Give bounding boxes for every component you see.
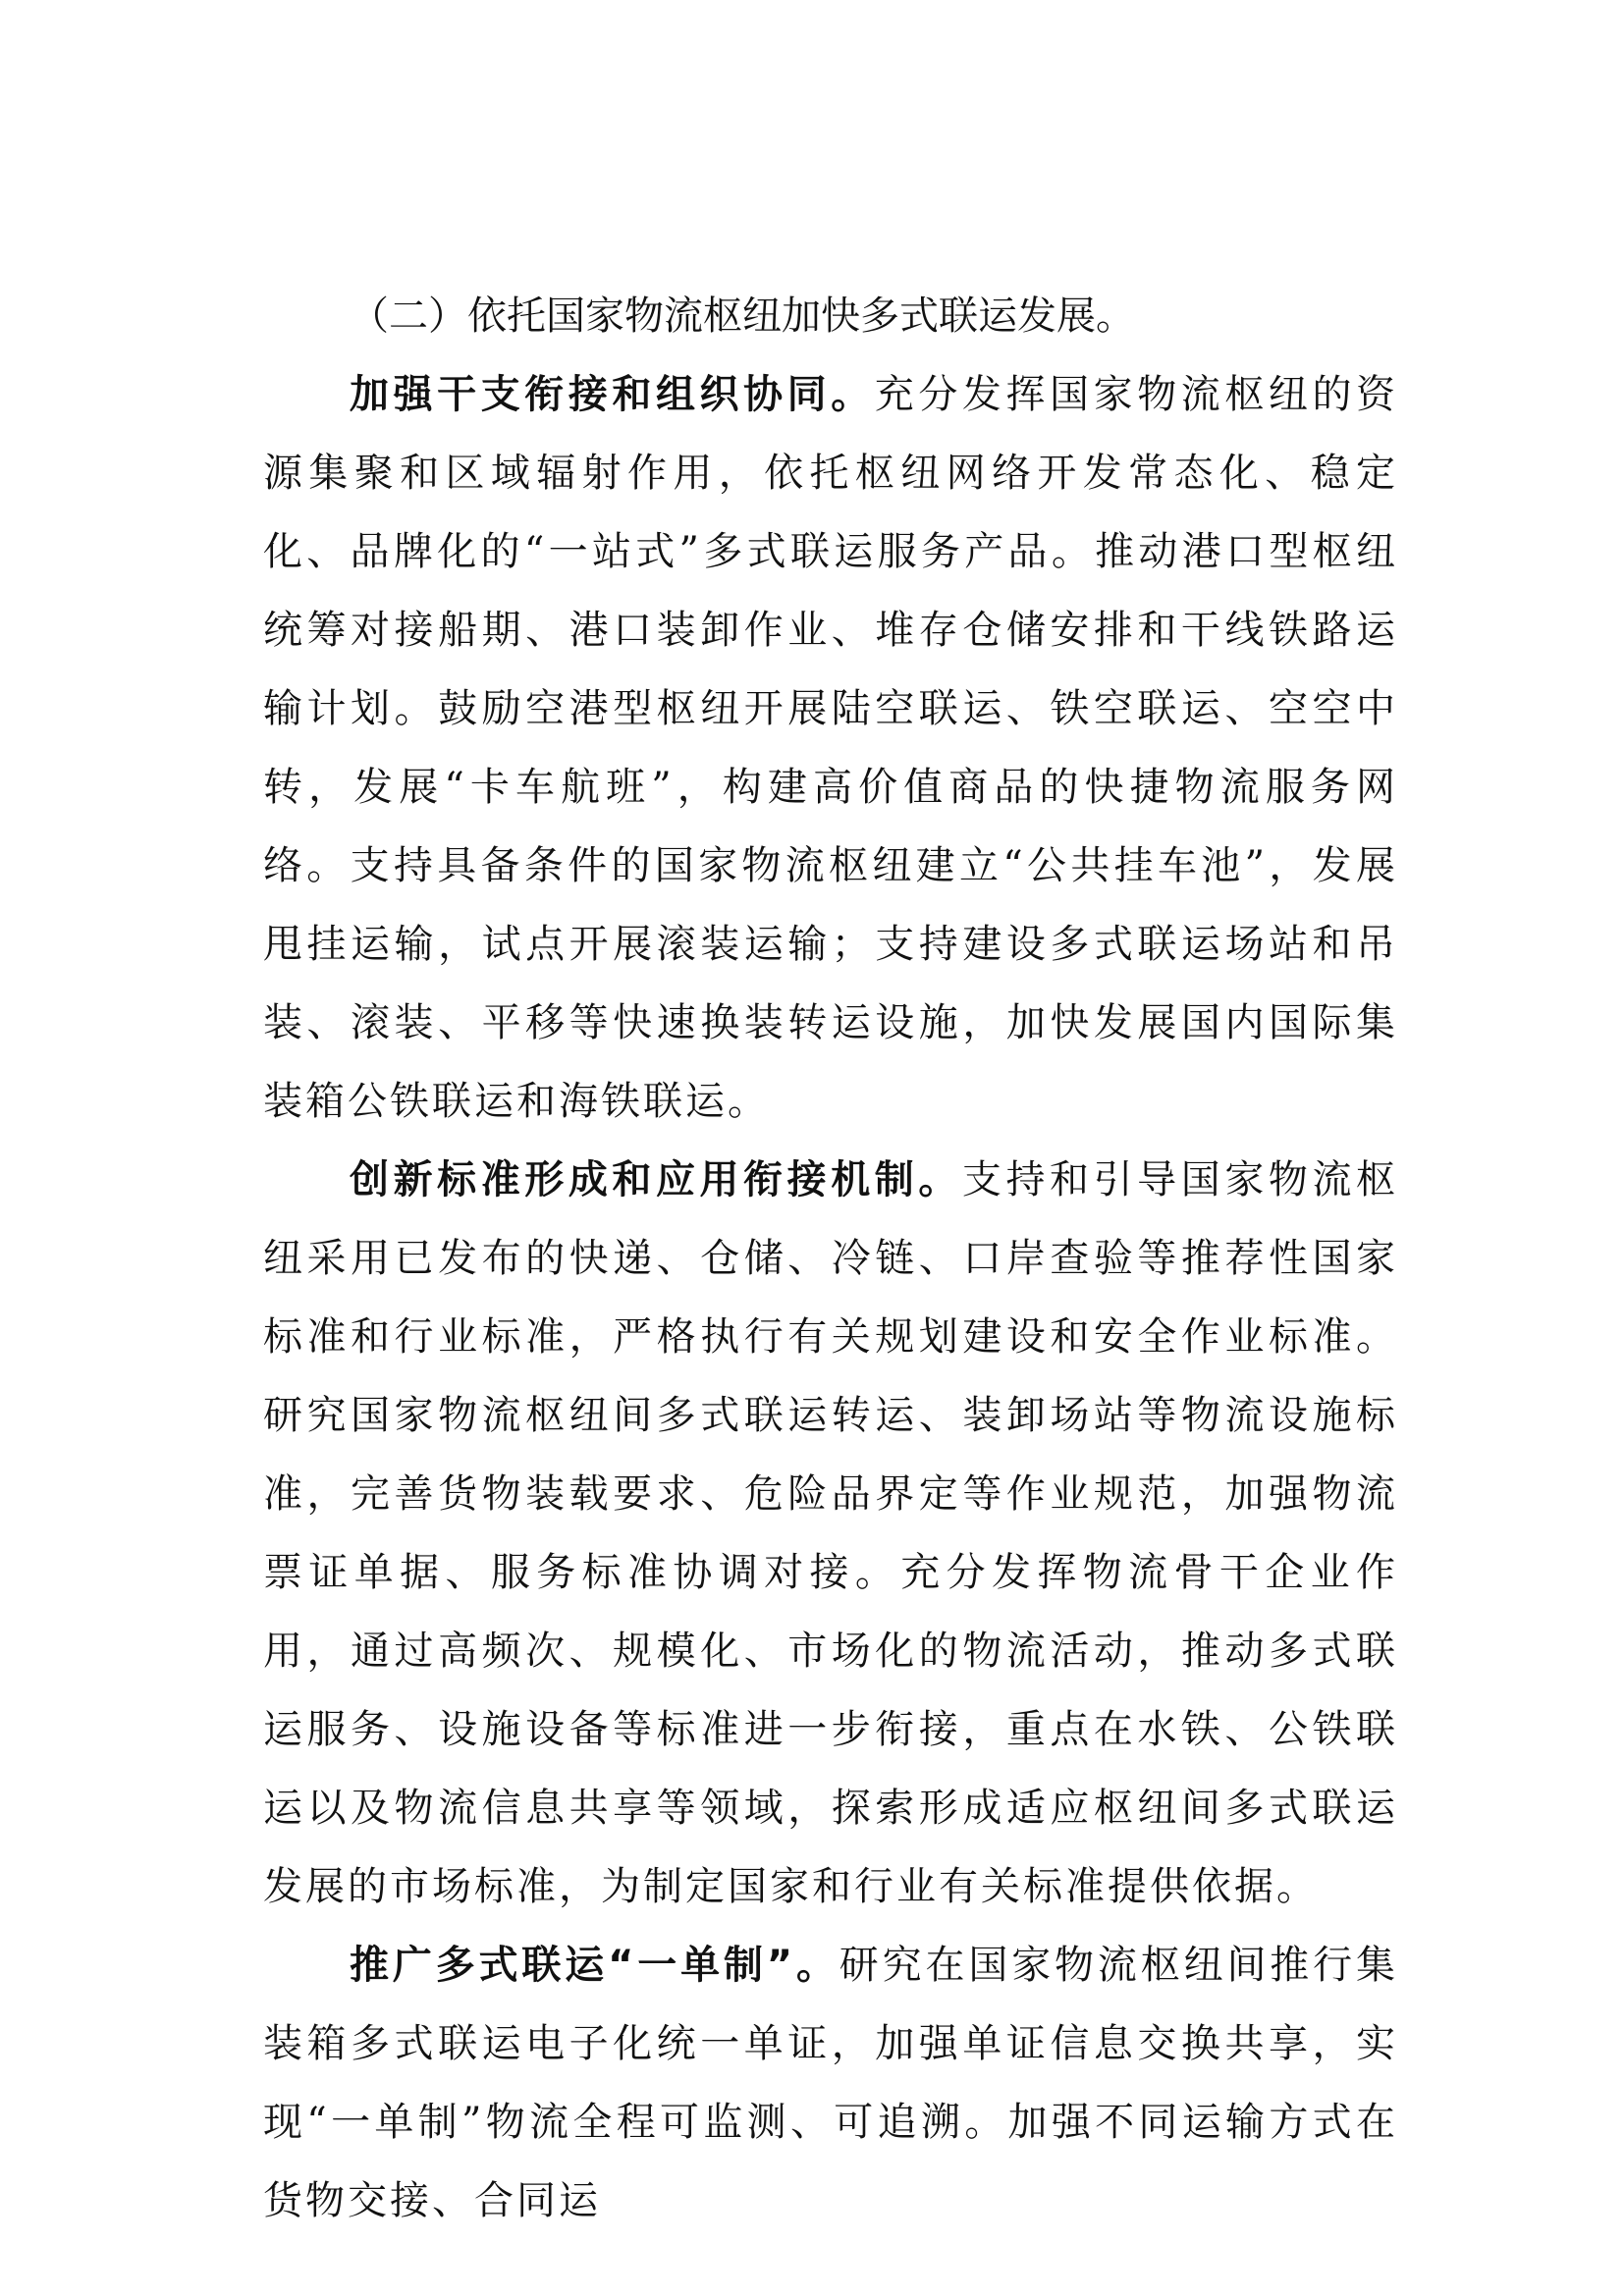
paragraph-text: 支持和引导国家物流枢纽采用已发布的快递、仓储、冷链、口岸查验等推荐性国家标准和行业标准，严格执行有关规划建设和安全作业标准。研究国家物流枢纽间多式联运转运、装卸场站等物流设施标准，完善货物装载要求、危险品界定等作业规范，加强物流票证单据、服务标准协调对接。充分发挥物流骨干企业作用，通过高频次、规模化、市场化的物流活动，推动多式联运服务、设施设备等标准进一步衔接，重点在水铁、公铁联运以及物流信息共享等领域，探索形成适应枢纽间多式联运发展的市场标准，为制定国家和行业有关标准提供依据。 [263,1157,1399,1909]
paragraph-lead: 创新标准形成和应用衔接机制。 [350,1157,962,1202]
paragraph-lead: 推广多式联运“一单制”。 [350,1943,839,1988]
paragraph-text: 充分发挥国家物流枢纽的资源集聚和区域辐射作用，依托枢纽网络开发常态化、稳定化、品牌化的“一站式”多式联运服务产品。推动港口型枢纽统筹对接船期、港口装卸作业、堆存仓储安排和干线铁路运输计划。鼓励空港型枢纽开展陆空联运、铁空联运、空空中转，发展“卡车航班”，构建高价值商品的快捷物流服务网络。支持具备条件的国家物流枢纽建立“公共挂车池”，发展甩挂运输，试点开展滚装运输；支持建设多式联运场站和吊装、滚装、平移等快速换装转运设施，加快发展国内国际集装箱公铁联运和海铁联运。 [263,372,1399,1124]
paragraph-lead: 加强干支衔接和组织协同。 [350,372,875,417]
paragraph-trunk-branch-coordination [263,355,1398,1141]
paragraph-standards-mechanism [263,1141,1398,1926]
document-body [263,277,1398,2240]
paragraph-text: 研究在国家物流枢纽间推行集装箱多式联运电子化统一单证，加强单证信息交换共享，实现“一单制”物流全程可监测、可追溯。加强不同运输方式在货物交接、合同运 [263,1943,1399,2223]
paragraph-single-document-system [263,1926,1398,2240]
section-heading: （二）依托国家物流枢纽加快多式联运发展。 [350,294,1135,339]
